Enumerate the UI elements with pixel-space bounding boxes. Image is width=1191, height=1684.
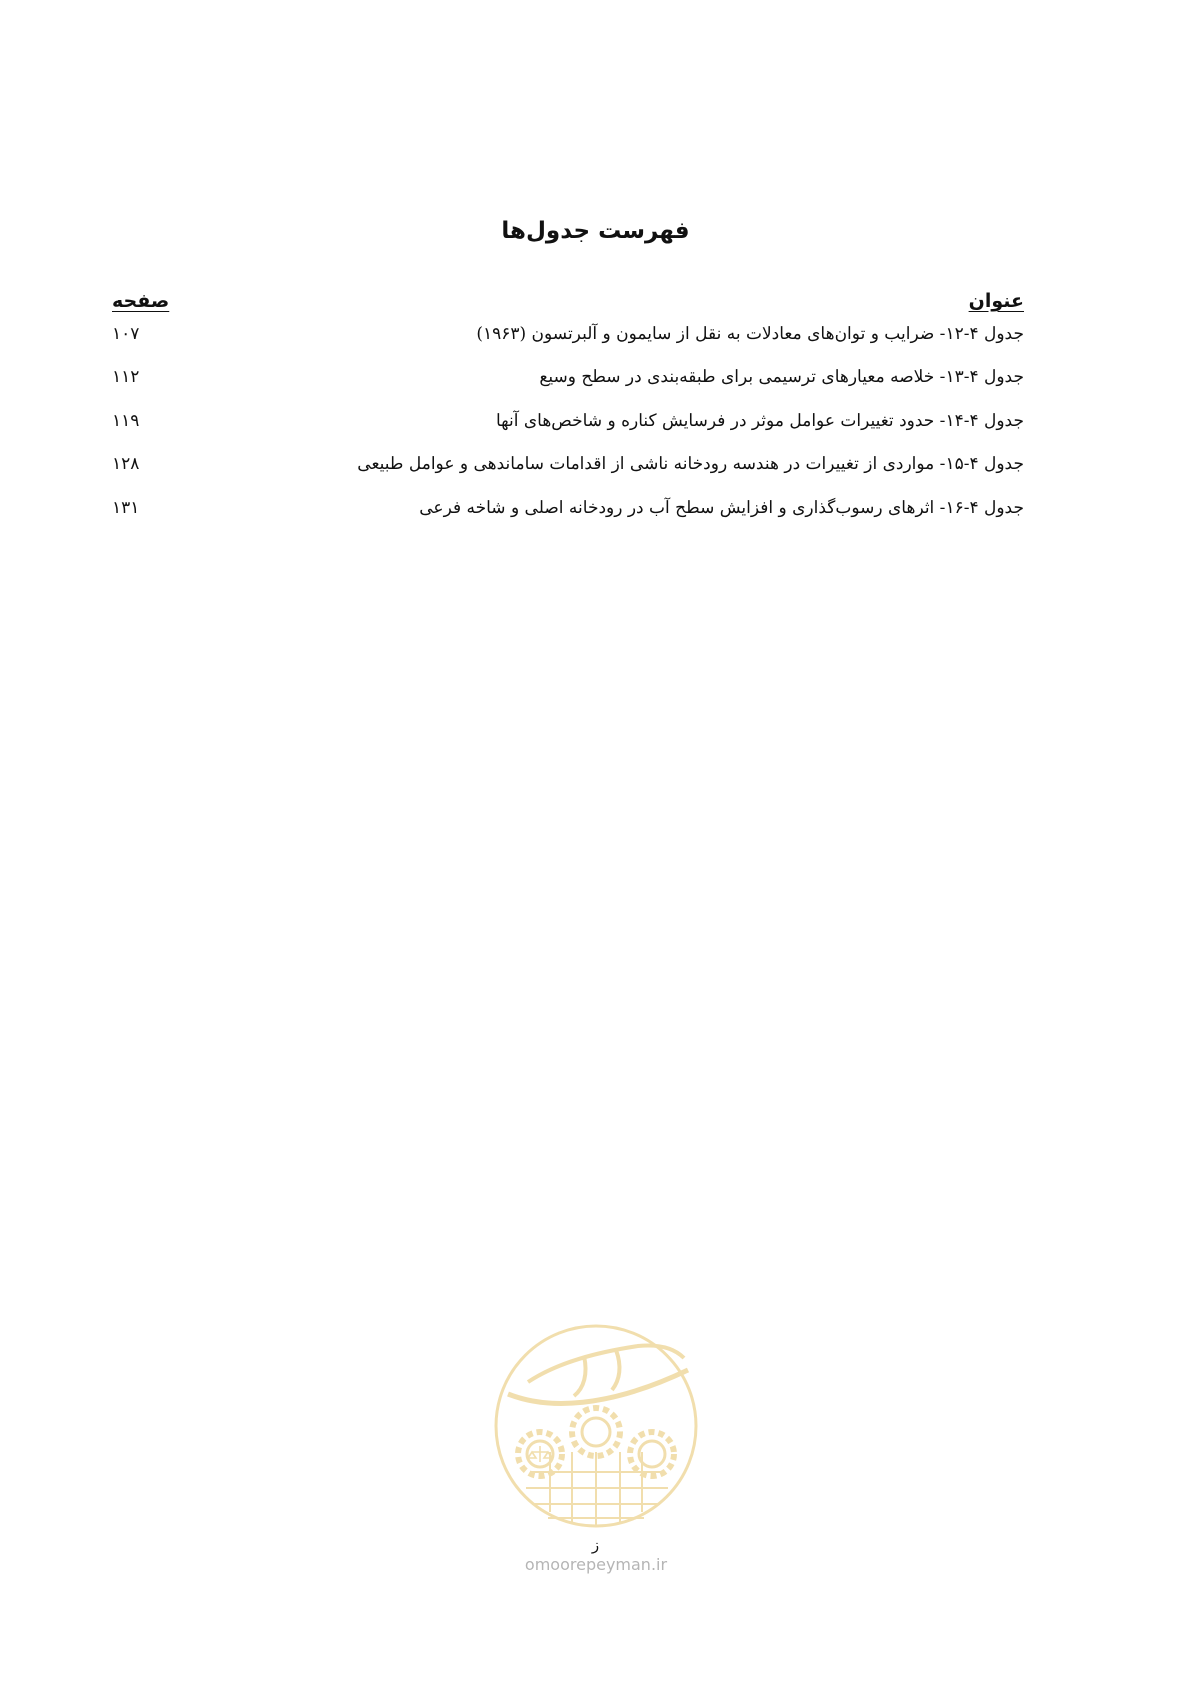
toc-entry-title: جدول ۴-۱۴- حدود تغییرات عوامل موثر در فرسایش کناره و شاخص‌های آنها: [495, 410, 1024, 431]
toc-header: [112, 282, 1024, 312]
page-number: ز: [591, 1536, 600, 1554]
page-title: فهرست جدول‌ها: [501, 218, 690, 244]
toc-entry[interactable]: [112, 356, 1024, 400]
toc-entry[interactable]: [112, 443, 1024, 487]
toc-entry-page: ۱۰۷: [112, 323, 140, 344]
toc-entry-page: ۱۱۹: [112, 410, 140, 431]
toc-entry-page: ۱۲۸: [112, 454, 140, 475]
toc-entry[interactable]: [112, 312, 1024, 356]
toc-entry-title: جدول ۴-۱۲- ضرایب و توان‌های معادلات به نقل از سایمون و آلبرتسون (۱۹۶۳): [476, 323, 1024, 344]
toc-entry-title: جدول ۴-۱۵- مواردی از تغییرات در هندسه رودخانه ناشی از اقدامات ساماندهی و عوامل طبیعی: [357, 454, 1024, 475]
toc-entry-title: جدول ۴-۱۳- خلاصه معیارهای ترسیمی برای طبقه‌بندی در سطح وسیع: [539, 367, 1024, 388]
toc-entry-page: ۱۱۲: [112, 367, 140, 388]
toc-entry-title: جدول ۴-۱۶- اثرهای رسوب‌گذاری و افزایش سطح آب در رودخانه اصلی و شاخه فرعی: [419, 497, 1024, 518]
watermark-site: omoorepeyman.ir: [524, 1555, 668, 1574]
toc-entry-page: ۱۳۱: [112, 497, 140, 518]
toc-entry[interactable]: [112, 486, 1024, 530]
column-title-header: عنوان: [968, 290, 1024, 312]
toc-entry[interactable]: [112, 399, 1024, 443]
table-of-tables: [112, 282, 1024, 530]
column-page-header: صفحه: [112, 290, 170, 312]
